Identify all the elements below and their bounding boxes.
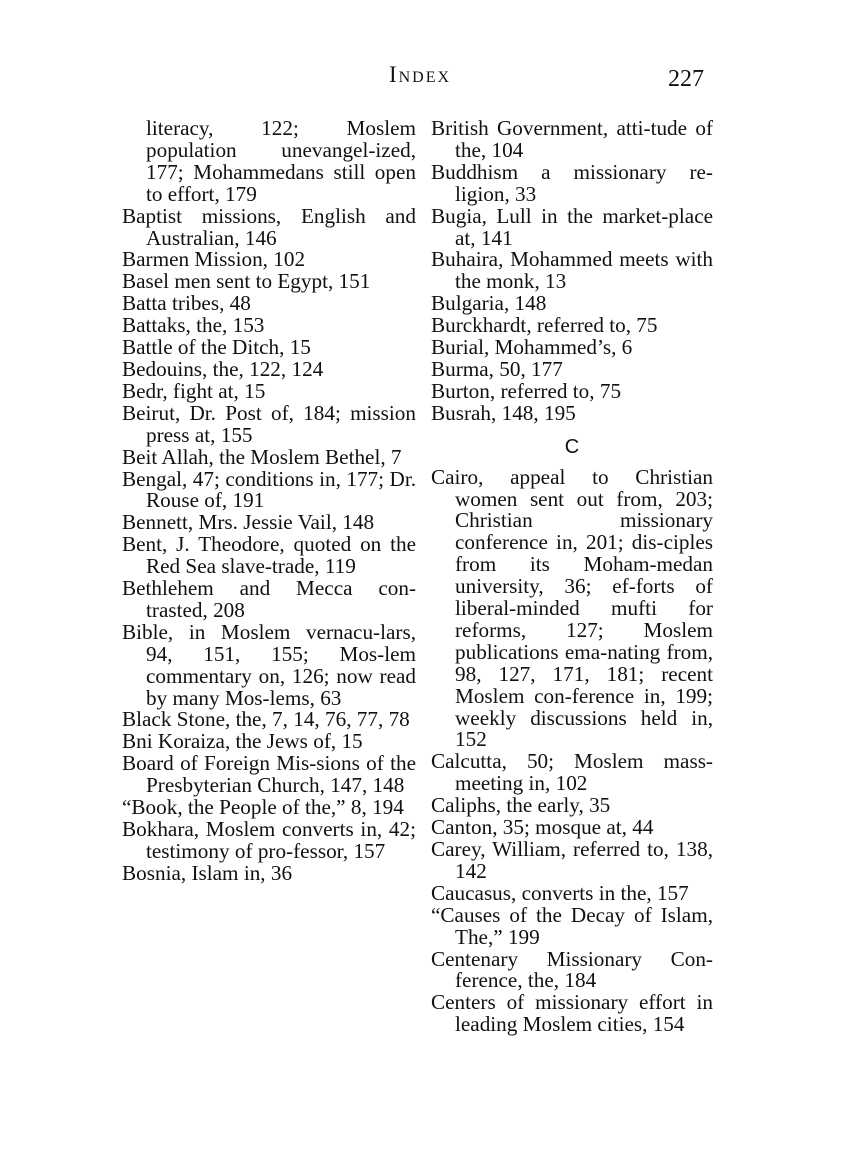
index-entry: Buhaira, Mohammed meets with the monk, 13 xyxy=(431,247,713,294)
page-number: 227 xyxy=(668,66,704,92)
index-entry: Carey, William, referred to, 138, 142 xyxy=(431,837,713,883)
index-entry: Bosnia, Islam in, 36 xyxy=(122,860,293,885)
index-entry: Cairo, appeal to Christian women sent out from, 203; Christian missionary conference in, 201; dis-ciples from its Moham-medan university, 36; ef-forts of liberal-minded mufti for reforms, 127; Moslem publications ema-nating from, 98, 127, 171, 181; recent Moslem con-ference in, 199; weekly discussions held in, 152 xyxy=(431,464,713,752)
index-entry: “Causes of the Decay of Islam, The,” 199 xyxy=(431,902,713,949)
index-entry: Beit Allah, the Moslem Bethel, 7 xyxy=(122,444,402,469)
index-entry: Canton, 35; mosque at, 44 xyxy=(431,815,654,840)
right-index-column xyxy=(431,118,713,1036)
index-entry: Battaks, the, 153 xyxy=(122,313,265,338)
c-entries xyxy=(431,464,713,1037)
index-entry: British Government, atti-tude of the, 104 xyxy=(431,116,713,162)
index-entry: Battle of the Ditch, 15 xyxy=(122,335,311,360)
index-entry: Board of Foreign Mis-sions of the Presbyterian Church, 147, 148 xyxy=(122,751,416,798)
index-entry: Centenary Missionary Con-ference, the, 184 xyxy=(431,946,713,993)
index-entry: Calcutta, 50; Moslem mass-meeting in, 102 xyxy=(431,749,713,796)
index-entry: Beirut, Dr. Post of, 184; mission press at, 155 xyxy=(122,400,416,447)
index-entry: Bugia, Lull in the market-place at, 141 xyxy=(431,203,713,250)
index-entry: Bennett, Mrs. Jessie Vail, 148 xyxy=(122,510,375,535)
section-letter-heading: C xyxy=(564,435,580,458)
b-entries xyxy=(431,118,713,425)
index-entry: Bent, J. Theodore, quoted on the Red Sea slave-trade, 119 xyxy=(122,532,416,579)
index-entry: Caucasus, converts in the, 157 xyxy=(431,880,689,905)
index-entry: Bible, in Moslem vernacu-lars, 94, 151, 155; Mos-lem commentary on, 126; now read by many Mos-lems, 63 xyxy=(122,619,416,710)
index-entry: Centers of missionary effort in leading Moslem cities, 154 xyxy=(431,990,713,1037)
index-entry: Bni Koraiza, the Jews of, 15 xyxy=(122,729,363,754)
index-entry: Busrah, 148, 195 xyxy=(431,400,576,425)
index-entry: Bedouins, the, 122, 124 xyxy=(122,356,324,381)
running-head-title: Index xyxy=(388,62,452,87)
index-entry: Bedr, fight at, 15 xyxy=(122,378,266,403)
left-index-column xyxy=(122,118,416,885)
index-entry: Batta tribes, 48 xyxy=(122,291,251,316)
index-entry: Baptist missions, English and Australian, 146 xyxy=(122,203,416,250)
index-entry: Barmen Mission, 102 xyxy=(122,247,306,272)
index-entry: Black Stone, the, 7, 14, 76, 77, 78 xyxy=(122,707,410,732)
index-entry: Bengal, 47; conditions in, 177; Dr. Rouse of, 191 xyxy=(122,466,416,513)
index-entry: Basel men sent to Egypt, 151 xyxy=(122,269,371,294)
index-entry: Burckhardt, referred to, 75 xyxy=(431,313,658,338)
index-entry: “Book, the People of the,” 8, 194 xyxy=(122,795,404,820)
index-entry: Burton, referred to, 75 xyxy=(431,378,622,403)
index-entry: Bethlehem and Mecca con-trasted, 208 xyxy=(122,576,416,622)
index-entry: Buddhism a missionary re-ligion, 33 xyxy=(431,159,713,206)
index-entry: literacy, 122; Moslem population unevangel-ized, 177; Mohammedans still open to effort, 179 xyxy=(146,116,416,206)
index-entry: Burial, Mohammed’s, 6 xyxy=(431,335,633,360)
index-entry: Bulgaria, 148 xyxy=(431,291,547,316)
index-entry: Burma, 50, 177 xyxy=(431,356,563,381)
index-entry: Bokhara, Moslem converts in, 42; testimony of pro-fessor, 157 xyxy=(122,817,416,863)
index-entry: Caliphs, the early, 35 xyxy=(431,793,611,818)
